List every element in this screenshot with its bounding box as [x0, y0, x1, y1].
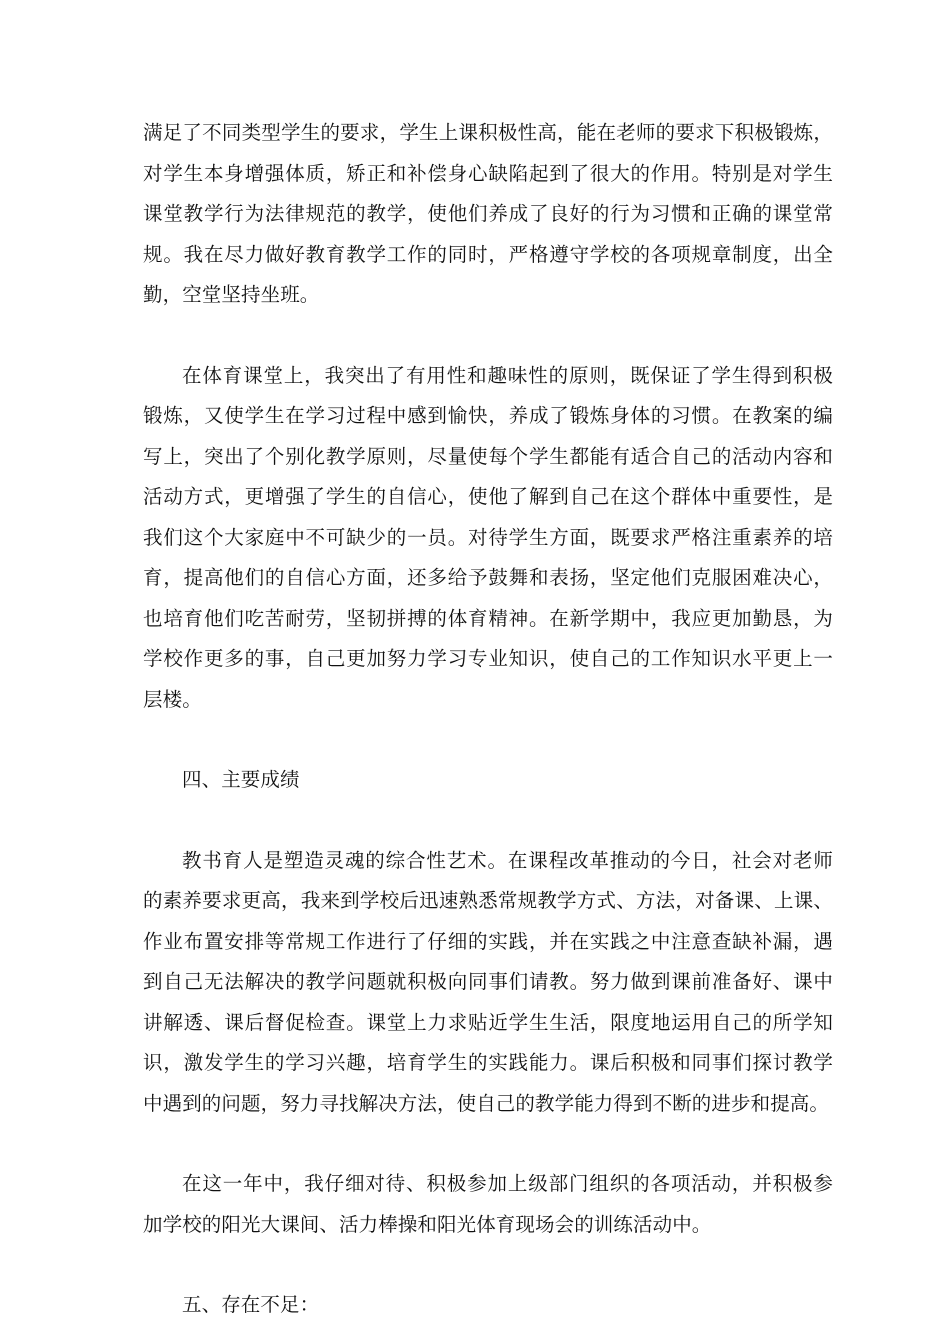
text-line: 我们这个大家庭中不可缺少的一员。对待学生方面，既要求严格注重素养的培	[143, 525, 833, 549]
text-line: 到自己无法解决的教学问题就积极向同事们请教。努力做到课前准备好、课中	[143, 970, 833, 993]
text-line: 在这一年中，我仔细对待、积极参加上级部门组织的各项活动，并积极参	[182, 1172, 833, 1195]
text-line: 规。我在尽力做好教育教学工作的同时，严格遵守学校的各项规章制度，出全	[143, 242, 833, 266]
text-line: 写上，突出了个别化教学原则，尽量使每个学生都能有适合自己的活动内容和	[143, 444, 833, 468]
paragraph-activities	[143, 1164, 833, 1245]
paragraph-spacer	[143, 720, 833, 760]
text-line: 也培育他们吃苦耐劳，坚韧拼搏的体育精神。在新学期中，我应更加勤恳，为	[143, 606, 833, 630]
text-line: 育，提高他们的自信心方面，还多给予鼓舞和表扬，坚定他们克服困难决心，	[143, 566, 833, 589]
paragraph-spacer	[143, 316, 833, 356]
paragraph-spacer	[143, 1124, 833, 1164]
text-line: 在体育课堂上，我突出了有用性和趣味性的原则，既保证了学生得到积极	[182, 363, 833, 387]
text-line: 识，激发学生的学习兴趣，培育学生的实践能力。课后积极和同事们探讨教学	[143, 1051, 833, 1074]
text-line: 满足了不同类型学生的要求，学生上课积极性高，能在老师的要求下积极锻炼，	[143, 121, 833, 144]
text-line: 课堂教学行为法律规范的教学，使他们养成了良好的行为习惯和正确的课堂常	[143, 202, 833, 225]
text-line: 活动方式，更增强了学生的自信心，使他了解到自己在这个群体中重要性，是	[143, 485, 833, 508]
document-page	[143, 113, 833, 1326]
section-heading-shortcomings: 五、存在不足：	[182, 1293, 320, 1316]
section-heading-main-achievements: 四、主要成绩	[182, 768, 300, 791]
text-line: 层楼。	[143, 687, 202, 711]
paragraph-spacer	[143, 801, 833, 841]
text-line: 的素养要求更高，我来到学校后迅速熟悉常规教学方式、方法，对备课、上课、	[143, 889, 833, 912]
text-line: 对学生本身增强体质，矫正和补偿身心缺陷起到了很大的作用。特别是对学生	[143, 161, 833, 185]
text-line: 讲解透、课后督促检查。课堂上力求贴近学生生活，限度地运用自己的所学知	[143, 1010, 833, 1034]
paragraph-spacer	[143, 1245, 833, 1285]
text-line: 作业布置安排等常规工作进行了仔细的实践，并在实践之中注意查缺补漏，遇	[143, 929, 833, 953]
text-line: 学校作更多的事，自己更加努力学习专业知识，使自己的工作知识水平更上一	[143, 647, 833, 670]
text-line: 中遇到的问题，努力寻找解决方法，使自己的教学能力得到不断的进步和提高。	[143, 1091, 830, 1115]
text-line: 加学校的阳光大课间、活力棒操和阳光体育现场会的训练活动中。	[143, 1212, 712, 1236]
text-line: 锻炼，又使学生在学习过程中感到愉快，养成了锻炼身体的习惯。在教案的编	[143, 404, 833, 427]
text-line: 教书育人是塑造灵魂的综合性艺术。在课程改革推动的今日，社会对老师	[182, 848, 833, 872]
paragraph-pe-class	[143, 356, 833, 721]
paragraph-achievements	[143, 841, 833, 1125]
text-line: 勤，空堂坚持坐班。	[143, 283, 320, 306]
paragraph-teaching-effects	[143, 113, 833, 316]
